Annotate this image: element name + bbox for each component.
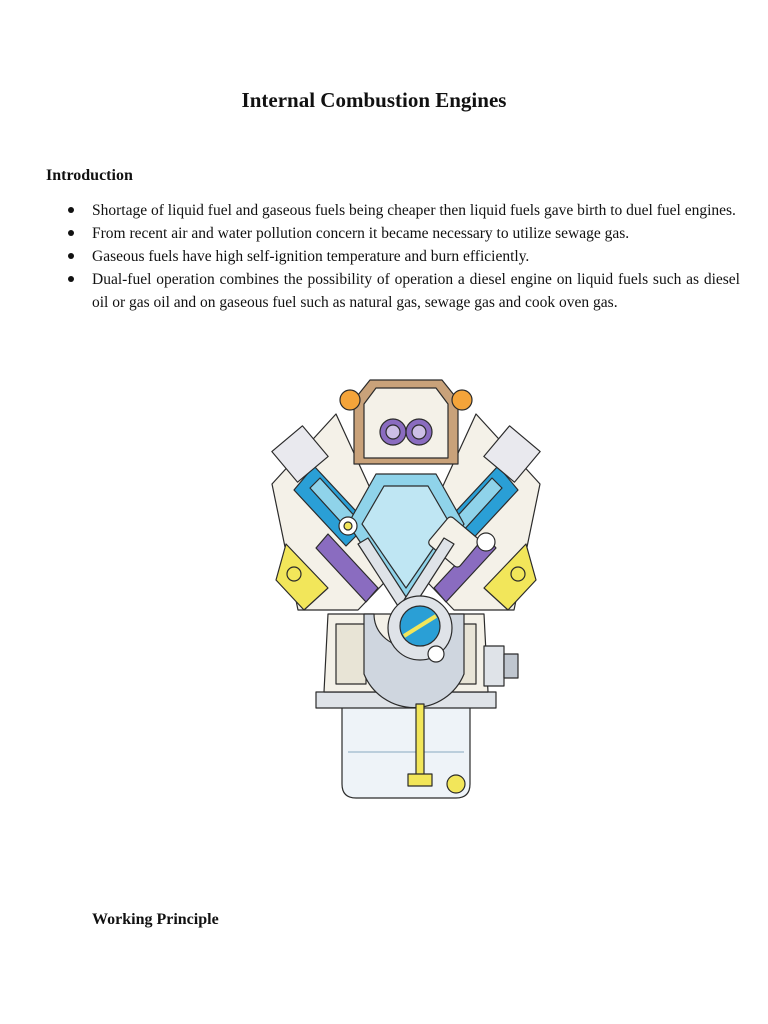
page-title: Internal Combustion Engines <box>241 88 507 112</box>
working-principle-heading: Working Principle <box>92 911 219 928</box>
engine-cross-section-figure <box>258 374 554 806</box>
list-item <box>46 268 740 314</box>
bullet-text: Shortage of liquid fuel and gaseous fuels being cheaper then liquid fuels gave birth to duel fuel engines. <box>92 202 736 219</box>
bullet-icon <box>68 253 74 259</box>
list-item <box>46 222 740 245</box>
engine-diagram-icon <box>258 374 554 806</box>
bullet-text: From recent air and water pollution concern it became necessary to utilize sewage gas. <box>92 225 630 242</box>
list-item <box>46 245 740 268</box>
bullet-icon <box>68 230 74 236</box>
introduction-bullet-list <box>46 199 740 314</box>
bullet-icon <box>68 207 74 213</box>
bullet-text: Dual-fuel operation combines the possibility of operation a diesel engine on liquid fuels such as diesel oil or gas oil and on gaseous fuel such as natural gas, sewage gas and cook oven gas. <box>92 271 740 311</box>
list-item <box>46 199 740 222</box>
bullet-icon <box>68 276 74 282</box>
bullet-text: Gaseous fuels have high self-ignition temperature and burn efficiently. <box>92 248 530 265</box>
introduction-heading: Introduction <box>46 167 133 184</box>
